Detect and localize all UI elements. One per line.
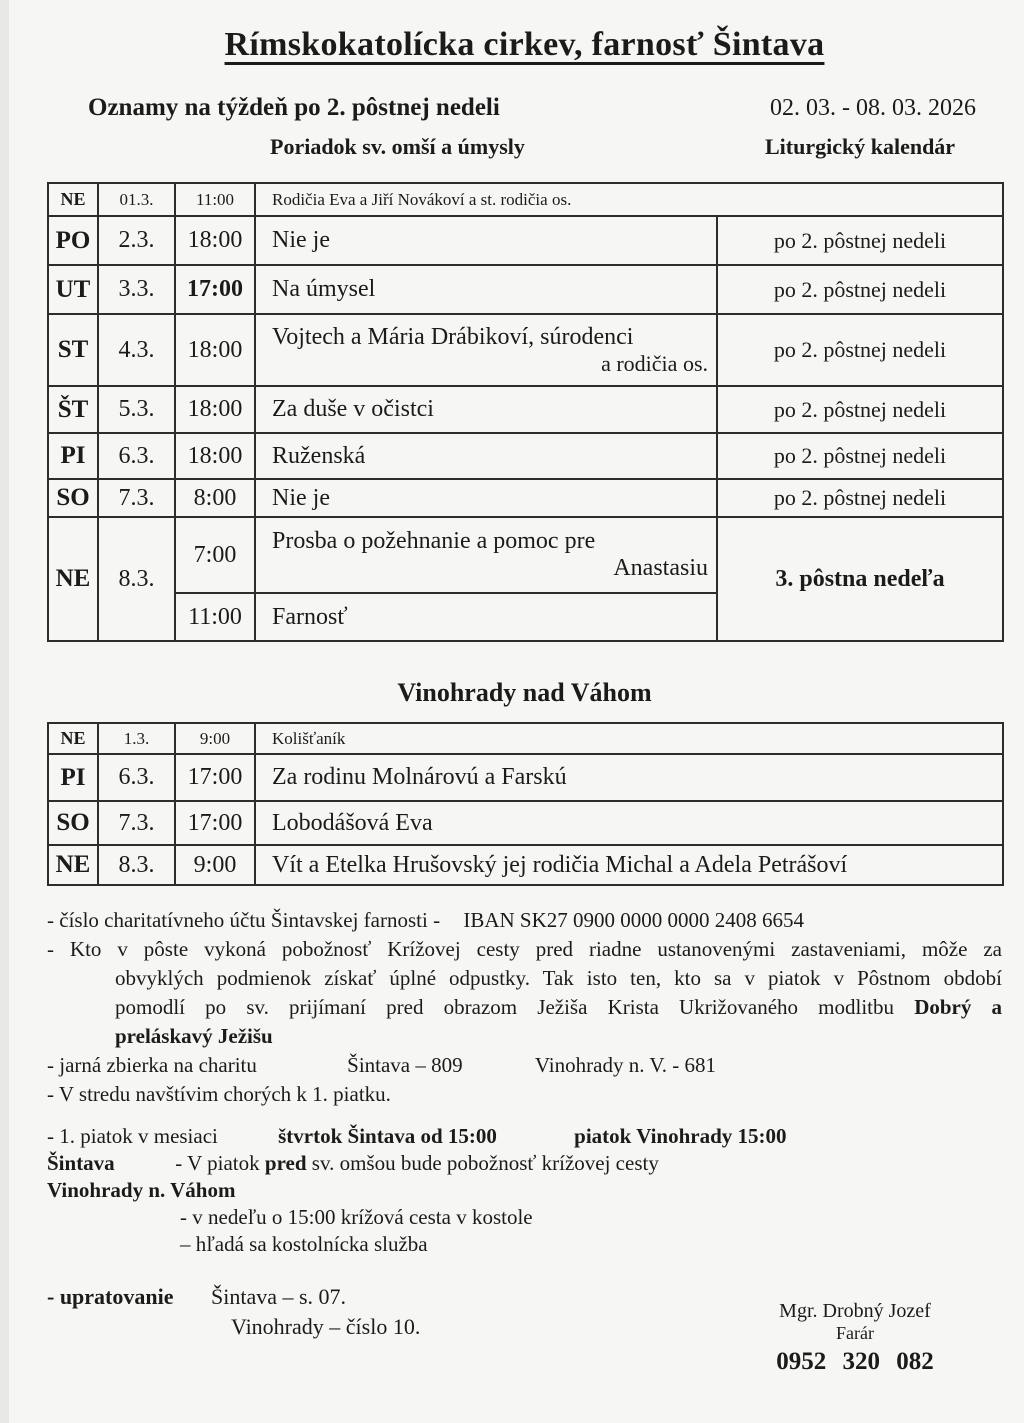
time-cell: 17:00 [175,754,255,801]
date-cell: 6.3. [98,433,175,479]
vinohrady-note-1: - v nedeľu o 15:00 krížová cesta v kostole [180,1205,533,1229]
first-friday-vinohrady-time: piatok Vinohrady 15:00 [574,1124,787,1148]
calendar-cell: po 2. pôstnej nedeli [717,314,1003,386]
calendar-cell: po 2. pôstnej nedeli [717,479,1003,517]
indulgence-line-3-text: pomodlí po sv. prijímaní pred obrazom Ježiša Krista Ukrižovaného modlitbu [115,995,895,1019]
column-headers [47,134,1002,166]
day-cell: PO [48,216,98,265]
date-cell: 1.3. [98,723,175,754]
table-row [48,517,1003,593]
table-row [48,754,1003,801]
first-friday-line [47,1123,1002,1150]
day-cell: ŠT [48,386,98,433]
time-cell: 11:00 [175,183,255,216]
date-cell: 6.3. [98,754,175,801]
schedule-column-header: Poriadok sv. omší a úmysly [270,134,525,159]
calendar-column-header: Liturgický kalendár [765,134,956,159]
day-cell: UT [48,265,98,314]
day-cell: NE [48,723,98,754]
intention-cell: Lobodášová Eva [255,801,1003,845]
indulgence-line-1: - Kto v pôste vykoná pobožnosť Krížovej cesty pred riadne ustanovenými zastaveniami, môže za [47,937,1002,961]
intention-line-1: Vojtech a Mária Drábikoví, súrodenci [272,323,634,350]
sintava-mass-table [47,182,1004,642]
date-cell: 7.3. [98,801,175,845]
calendar-cell: po 2. pôstnej nedeli [717,433,1003,479]
intention-cell: Za duše v očistci [255,386,717,433]
date-cell: 3.3. [98,265,175,314]
table-row [48,479,1003,517]
intention-cell: Za rodinu Molnárovú a Farskú [255,754,1003,801]
date-cell: 8.3. [98,517,175,641]
day-cell: ST [48,314,98,386]
announcements-block [47,906,1002,1109]
table-row [48,265,1003,314]
day-cell: PI [48,754,98,801]
time-cell: 8:00 [175,479,255,517]
intention-cell: Ruženská [255,433,717,479]
table-row [48,314,1003,386]
day-cell: SO [48,479,98,517]
table-row [48,386,1003,433]
charity-account-label: - číslo charitatívneho účtu Šintavskej farnosti - [47,908,441,932]
time-cell: 17:00 [175,801,255,845]
sintava-note-pre: - V piatok [175,1151,260,1175]
week-label: Oznamy na týždeň po 2. pôstnej nedeli [88,94,500,121]
table-row [48,723,1003,754]
priest-role: Farár [836,1323,874,1343]
time-cell: 18:00 [175,433,255,479]
sintava-note-post: sv. omšou bude pobožnosť krížovej cesty [311,1151,659,1175]
day-cell: NE [48,845,98,885]
date-range: 02. 03. - 08. 03. 2026 [770,95,976,121]
day-cell: NE [48,183,98,216]
intention-line-1: Prosba o požehnanie a pomoc pre [272,528,596,554]
date-cell: 8.3. [98,845,175,885]
table-row [48,433,1003,479]
table-row [48,183,1003,216]
intention-cell: Rodičia Eva a Jiří Novákoví a st. rodičia os. [255,183,1003,216]
time-cell: 18:00 [175,216,255,265]
time-cell: 18:00 [175,314,255,386]
date-cell: 01.3. [98,183,175,216]
intention-cell: Nie je [255,479,717,517]
spacer [47,1109,1002,1123]
date-cell: 7.3. [98,479,175,517]
intention-line-2: a rodičia os. [601,350,708,376]
collection-sintava: Šintava – 809 [347,1053,463,1077]
sintava-label: Šintava [47,1151,115,1175]
intention-cell: Farnosť [255,593,717,641]
sick-visit-line: - V stredu navštívim chorých k 1. piatku. [47,1082,391,1106]
time-cell: 18:00 [175,386,255,433]
calendar-cell: 3. pôstna nedeľa [717,517,1003,641]
cleaning-label: - upratovanie [47,1284,174,1309]
cleaning-vinohrady: Vinohrady – číslo 10. [231,1314,421,1339]
time-cell: 17:00 [175,265,255,314]
priest-name: Mgr. Drobný Jozef [779,1300,931,1322]
scan-edge-artifact [0,0,9,1423]
first-friday-label: - 1. piatok v mesiaci [47,1124,218,1148]
phone-number: 0952 320 082 [776,1348,934,1375]
day-cell: SO [48,801,98,845]
calendar-cell: po 2. pôstnej nedeli [717,386,1003,433]
signature-block [745,1300,965,1376]
indulgence-line-4: preláskavý Ježišu [115,1024,273,1048]
indulgence-line-3-bold: Dobrý a [914,995,1003,1019]
vinohrady-section-title: Vinohrady nad Váhom [397,678,652,707]
vinohrady-mass-table [47,722,1004,886]
sintava-note-bold: pred [264,1151,307,1175]
time-cell: 7:00 [175,517,255,593]
page-content [47,26,1002,1342]
subtitle-row [47,94,1002,122]
date-cell: 2.3. [98,216,175,265]
charity-account-line [47,906,1002,935]
time-cell: 9:00 [175,723,255,754]
day-cell: PI [48,433,98,479]
intention-cell: Na úmysel [255,265,717,314]
date-cell: 5.3. [98,386,175,433]
vinohrady-label: Vinohrady n. Váhom [47,1178,236,1202]
page-title: Rímskokatolícka cirkev, farnosť Šintava [224,26,825,63]
indulgence-line-2: obvyklých podmienok získať úplné odpustky. Tak isto ten, kto sa v piatok v Pôstnom období [115,966,1002,990]
indulgence-line-3 [47,993,1002,1022]
table-row [48,845,1003,885]
time-cell: 11:00 [175,593,255,641]
date-cell: 4.3. [98,314,175,386]
iban-value: IBAN SK27 0900 0000 0000 2408 6654 [463,908,805,932]
first-friday-block [47,1123,1002,1258]
intention-cell: Nie je [255,216,717,265]
intention-cell: Kolišťaník [255,723,1003,754]
calendar-cell: po 2. pôstnej nedeli [717,265,1003,314]
collection-label: - jarná zbierka na charitu [47,1053,257,1077]
table-row [48,216,1003,265]
cleaning-sintava: Šintava – s. 07. [211,1284,347,1309]
intention-line-2: Anastasiu [613,555,708,581]
collection-line [47,1051,1002,1080]
intention-cell: Vít a Etelka Hrušovský jej rodičia Michal a Adela Petrášoví [255,845,1003,885]
calendar-cell: po 2. pôstnej nedeli [717,216,1003,265]
spacer [47,1258,1002,1282]
sintava-note-line [47,1150,1002,1177]
intention-cell [255,314,717,386]
intention-cell [255,517,717,593]
day-cell: NE [48,517,98,641]
vinohrady-note-2: – hľadá sa kostolnícka služba [180,1232,428,1256]
collection-vinohrady: Vinohrady n. V. - 681 [534,1053,717,1077]
time-cell: 9:00 [175,845,255,885]
table-row [48,801,1003,845]
first-friday-sintava-time: štvrtok Šintava od 15:00 [278,1124,497,1148]
